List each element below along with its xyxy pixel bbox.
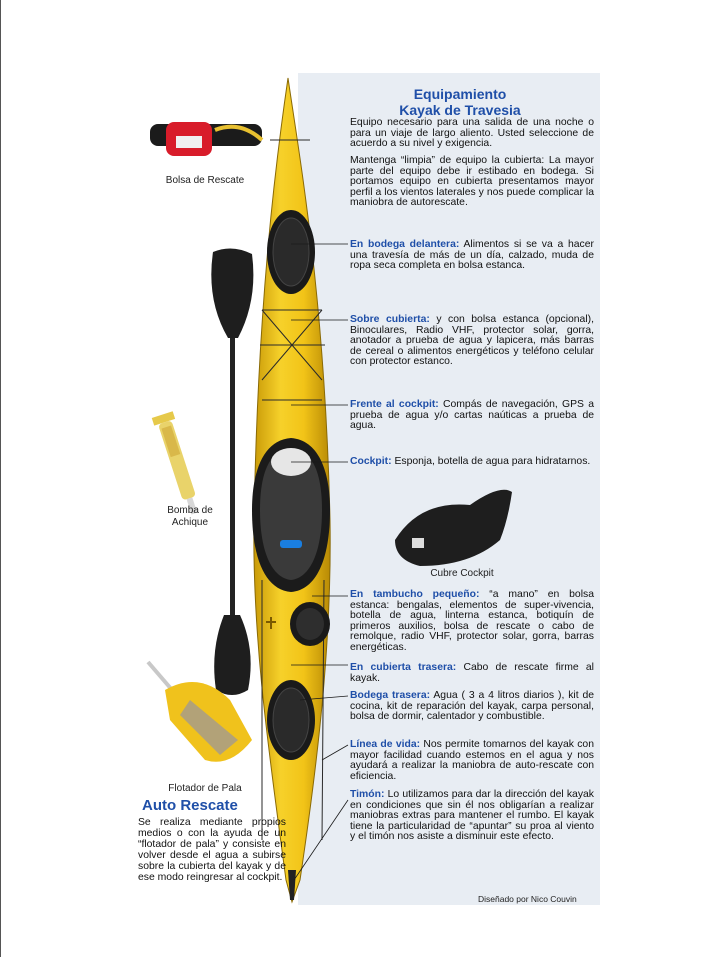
section-heading: Bodega trasera: (350, 690, 431, 701)
caption-bomba-line1: Bomba de (167, 505, 213, 516)
section-sobre-cubierta (350, 315, 594, 368)
section-text: Compás de navegación, GPS a prueba de agua y/o cartas naúticas a prueba de agua. (350, 399, 594, 432)
section-bodega-trasera (350, 691, 594, 723)
section-frente-cockpit (350, 400, 594, 432)
caption-bomba-line2: Achique (171, 517, 209, 528)
credit-text: Diseñado por Nico Couvin (478, 894, 577, 904)
section-text: Lo utilizamos para dar la dirección del kayak en condiciones que sin él nos obligarían a realizar maniobras extras para mantener el rumbo. El kayak tiene la particularidad de “apuntar” su proa al viento y el timón nos asiste a disminuir este efecto. (350, 789, 594, 843)
section-timon (350, 790, 594, 843)
section-text: Alimentos si se va a hacer una travesía de más de un día, calzado, muda de ropa seca completa en bolsa estanca. (350, 239, 594, 272)
caption-cubre-cockpit: Cubre Cockpit (430, 568, 494, 579)
section-bodega-delantera (350, 240, 594, 272)
bilge-pump-image (152, 411, 205, 517)
paddle-image (211, 248, 253, 695)
section-text: Esponja, botella de agua para hidratarnos. (391, 456, 591, 467)
section-heading: Frente al cockpit: (350, 399, 439, 410)
intro-paragraph: Equipo necesario para una salida de una noche o para un viaje de largo aliento. Usted seleccione de acuerdo a su nivel y exigencia. (350, 117, 594, 150)
section-heading: Cockpit: (350, 456, 392, 467)
page-title: Equipamiento (413, 86, 507, 102)
section-text: Cabo de rescate firme al kayak. (350, 662, 594, 684)
section-text: Nos permite tomarnos del kayak con mayor facilidad cuando estemos en el agua y nos ayudará a realizar la maniobra de auto-rescate con eficiencia. (350, 739, 594, 782)
section-text: Agua ( 3 a 4 litros diarios ), kit de cocina, kit de reparación del kayak, carpa personal, bolsa de dormir, calentador y combustible. (350, 690, 594, 723)
auto-rescate-title: Auto Rescate (142, 797, 238, 814)
section-cubierta-trasera (350, 663, 594, 684)
section-text: “a mano” en bolsa estanca: bengalas, elementos de super-vivencia, botella de agua, linterna estanca, botiquín de primeros auxilios, bolsa de rescate o cabo de remolque, radio VHF, protector solar, gorra, barras energéticas. (350, 589, 594, 653)
section-linea-vida (350, 740, 594, 782)
cockpit-cover-image (395, 490, 512, 566)
section-heading: Línea de vida: (350, 739, 421, 750)
section-heading: En bodega delantera: (350, 239, 460, 250)
section-heading: En tambucho pequeño: (350, 589, 480, 600)
section-heading: Sobre cubierta: (350, 314, 430, 325)
caption-bolsa-rescate: Bolsa de Rescate (165, 175, 245, 186)
section-tambucho (350, 590, 594, 654)
auto-rescate-text: Se realiza mediante propios medios o con la ayuda de un “flotador de pala” y consiste en volver desde el agua a subirse sobre la cubierta del kayak y de ese modo reingresar al cockpit. (138, 817, 286, 883)
section-heading: Timón: (350, 789, 385, 800)
deck-advice-paragraph: Mantenga “limpia” de equipo la cubierta: La mayor parte del equipo debe ir estibado en bodega. Si portamos equipo en cubierta presentamos mayor perfil a los vientos laterales y nos puede complicar la maniobra de autorescate. (350, 155, 594, 209)
section-text: y con bolsa estanca (opcional), Binoculares, Radio VHF, protector solar, gorra, anotador a prueba de agua y lapicera, más barras de cereal o alimentos energéticos y teléfono celular con protector estanco. (350, 314, 594, 368)
caption-flotador-pala: Flotador de Pala (168, 783, 242, 794)
kayak-image (252, 78, 330, 902)
section-heading: En cubierta trasera: (350, 662, 457, 673)
page-subtitle: Kayak de Travesia (399, 102, 521, 118)
rescue-bag-image (150, 122, 262, 156)
section-cockpit (350, 457, 594, 468)
